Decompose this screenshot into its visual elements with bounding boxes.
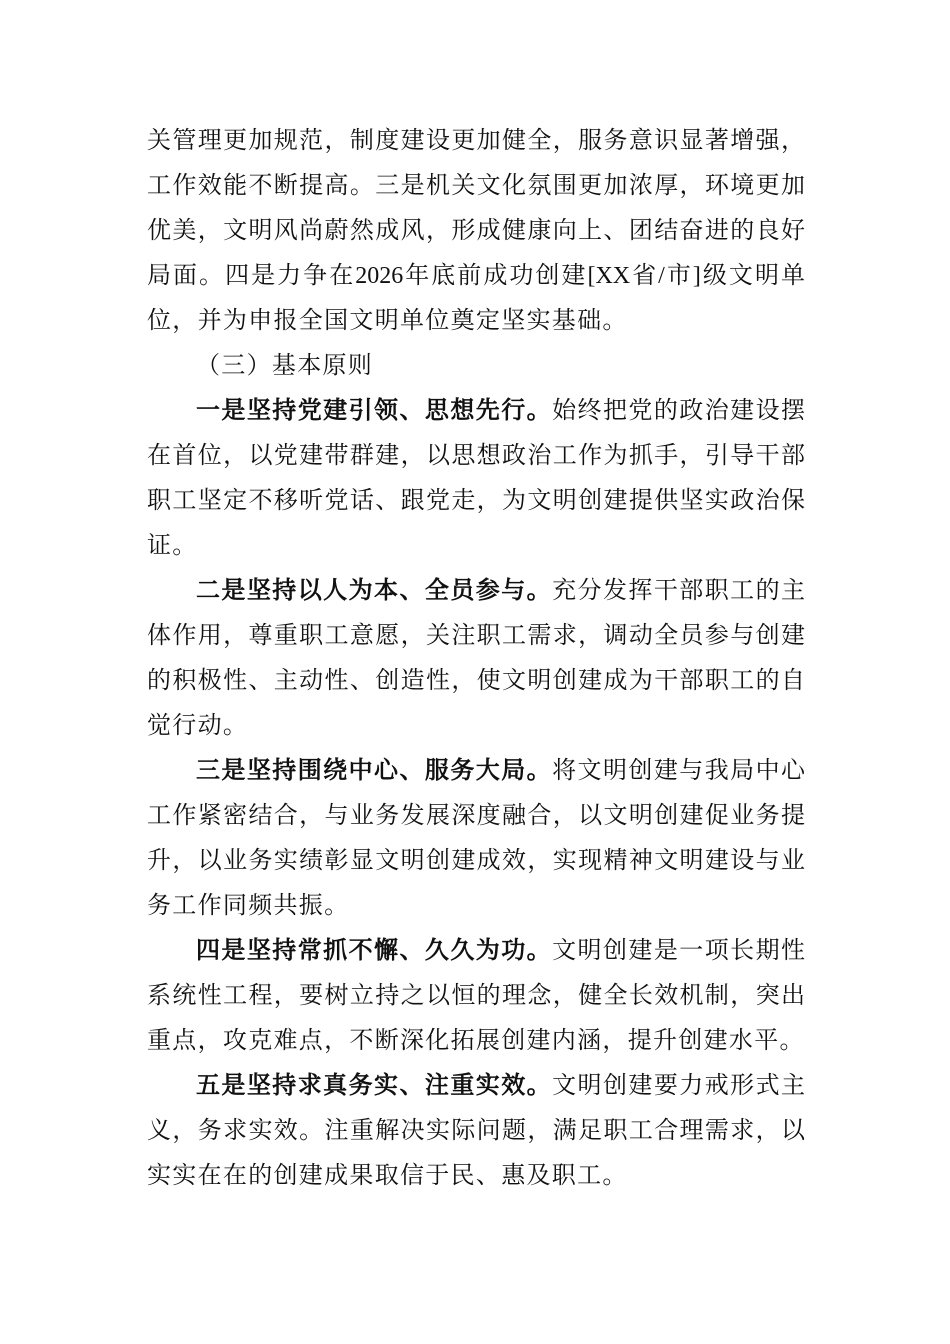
paragraph bbox=[147, 119, 805, 344]
text-line: 职工坚定不移听党话、跟党走，为文明创建提供坚实政治保 bbox=[147, 488, 805, 514]
text-line: 觉行动。 bbox=[147, 713, 249, 739]
paragraph bbox=[147, 344, 805, 389]
principle-text: 文明创建是一项长期性 bbox=[552, 938, 805, 964]
principle-title: 三是坚持围绕中心、服务大局。 bbox=[196, 758, 553, 784]
text-line: 优美，文明风尚蔚然成风，形成健康向上、团结奋进的良好 bbox=[147, 218, 805, 244]
paragraph-first-line bbox=[147, 1064, 805, 1109]
paragraph bbox=[147, 569, 805, 749]
paragraph-first-line bbox=[147, 929, 805, 974]
text-line: 务工作同频共振。 bbox=[147, 893, 350, 919]
principle-title: 二是坚持以人为本、全员参与。 bbox=[196, 578, 553, 604]
paragraph bbox=[147, 389, 805, 569]
text-line: 局面。四是力争在2026年底前成功创建[XX省/市]级文明单 bbox=[147, 263, 805, 289]
principle-title: 四是坚持常抓不懈、久久为功。 bbox=[196, 938, 553, 964]
principle-text: 始终把党的政治建设摆 bbox=[552, 398, 805, 424]
text-line: 体作用，尊重职工意愿，关注职工需求，调动全员参与创建 bbox=[147, 623, 805, 649]
section-heading: （三）基本原则 bbox=[196, 353, 374, 379]
text-line: 工作效能不断提高。三是机关文化氛围更加浓厚，环境更加 bbox=[147, 173, 805, 199]
paragraph-first-line bbox=[147, 749, 805, 794]
text-line: 关管理更加规范，制度建设更加健全，服务意识显著增强， bbox=[147, 128, 805, 154]
text-line: 在首位，以党建带群建，以思想政治工作为抓手，引导干部 bbox=[147, 443, 805, 469]
paragraph bbox=[147, 929, 805, 1064]
text-line: 证。 bbox=[147, 533, 198, 559]
paragraph bbox=[147, 749, 805, 929]
text-line: 义，务求实效。注重解决实际问题，满足职工合理需求，以 bbox=[147, 1118, 805, 1144]
principle-title: 五是坚持求真务实、注重实效。 bbox=[196, 1073, 553, 1099]
principle-text: 将文明创建与我局中心 bbox=[552, 758, 805, 784]
paragraph-first-line bbox=[147, 389, 805, 434]
principle-text: 文明创建要力戒形式主 bbox=[552, 1073, 805, 1099]
text-line: 重点，攻克难点，不断深化拓展创建内涵，提升创建水平。 bbox=[147, 1028, 805, 1054]
principle-text: 充分发挥干部职工的主 bbox=[552, 578, 805, 604]
text-line: 的积极性、主动性、创造性，使文明创建成为干部职工的自 bbox=[147, 668, 805, 694]
paragraph bbox=[147, 1064, 805, 1199]
text-line: 升，以业务实绩彰显文明创建成效，实现精神文明建设与业 bbox=[147, 848, 805, 874]
text-line: 实实在在的创建成果取信于民、惠及职工。 bbox=[147, 1163, 628, 1189]
text-line: 工作紧密结合，与业务发展深度融合，以文明创建促业务提 bbox=[147, 803, 805, 829]
document-page bbox=[147, 119, 805, 1199]
text-line: 位，并为申报全国文明单位奠定坚实基础。 bbox=[147, 308, 628, 334]
principle-title: 一是坚持党建引领、思想先行。 bbox=[196, 398, 553, 424]
paragraph-first-line bbox=[147, 569, 805, 614]
text-line: 系统性工程，要树立持之以恒的理念，健全长效机制，突出 bbox=[147, 983, 805, 1009]
